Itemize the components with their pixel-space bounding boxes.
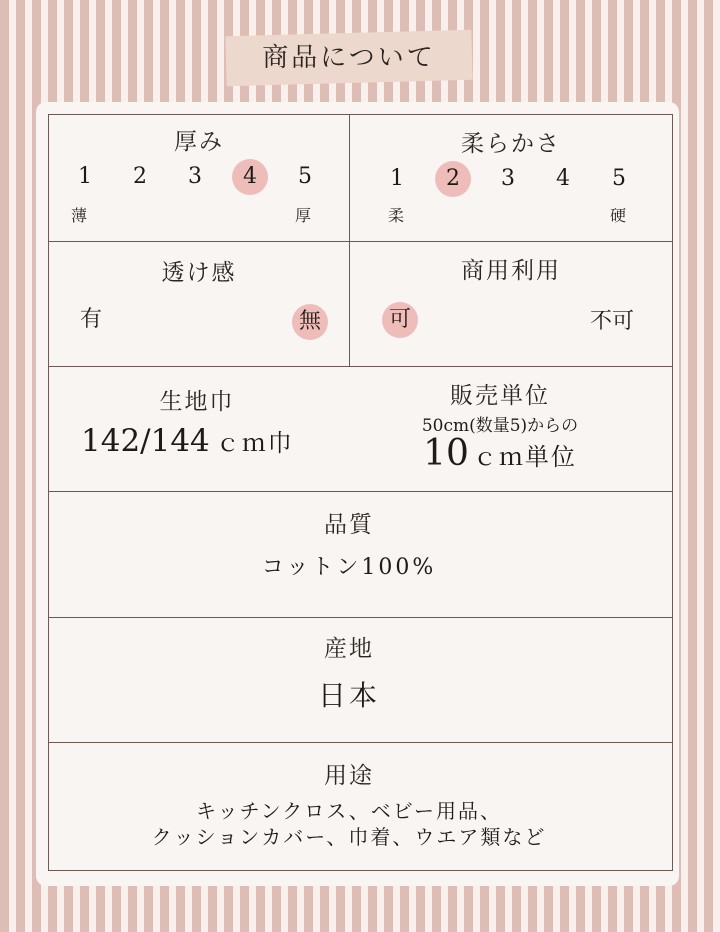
thickness-label: 厚み xyxy=(174,129,224,155)
origin-cell xyxy=(49,618,672,742)
softness-high-label: 硬 xyxy=(610,206,627,225)
thickness-4-selected: 4 xyxy=(232,159,268,195)
quality-value: コットン100% xyxy=(261,555,437,580)
thickness-5: 5 xyxy=(298,164,312,189)
sales-unit-label: 販売単位 xyxy=(450,383,550,409)
spec-table xyxy=(48,114,673,871)
softness-4: 4 xyxy=(556,166,570,191)
page-title: 商品について xyxy=(262,43,436,73)
softness-cell xyxy=(350,115,672,241)
transparency-label: 透け感 xyxy=(161,260,237,286)
origin-value: 日本 xyxy=(317,679,380,712)
softness-2-selected: 2 xyxy=(435,161,471,197)
transparency-cell xyxy=(49,242,349,366)
sales-unit-value: 10 xyxy=(423,433,469,474)
thickness-2: 2 xyxy=(133,164,147,189)
thickness-low-label: 薄 xyxy=(71,206,88,225)
thickness-1: 1 xyxy=(78,164,92,189)
softness-3: 3 xyxy=(501,166,515,191)
sales-unit-note: 50cm(数量5)からの xyxy=(421,416,579,436)
usage-line-2: クッションカバー、巾着、ウエア類など xyxy=(151,825,547,849)
quality-cell xyxy=(49,492,672,617)
commercial-use-label: 商用利用 xyxy=(461,258,561,284)
fabric-width-value: 142/144 xyxy=(81,423,210,459)
softness-label: 柔らかさ xyxy=(461,131,561,157)
usage-line-1: キッチンクロス、ベビー用品、 xyxy=(196,799,502,823)
commercial-use-option-allowed-selected: 可 xyxy=(382,302,418,338)
softness-1: 1 xyxy=(390,166,404,191)
origin-label: 産地 xyxy=(324,636,374,662)
fabric-width-unit: ｃｍ巾 xyxy=(215,429,294,457)
thickness-3: 3 xyxy=(188,164,202,189)
thickness-cell xyxy=(49,115,349,241)
commercial-use-cell xyxy=(350,242,672,366)
transparency-option-yes: 有 xyxy=(79,307,102,332)
quality-label: 品質 xyxy=(324,512,374,538)
transparency-option-no-selected: 無 xyxy=(292,304,328,340)
usage-label: 用途 xyxy=(324,763,374,789)
usage-cell xyxy=(49,743,672,870)
softness-low-label: 柔 xyxy=(388,206,405,225)
sales-unit-unit: ｃｍ単位 xyxy=(472,443,577,471)
softness-5: 5 xyxy=(612,166,626,191)
fabric-width-label: 生地巾 xyxy=(159,389,235,415)
commercial-use-option-not-allowed: 不可 xyxy=(589,309,634,334)
thickness-high-label: 厚 xyxy=(295,206,312,225)
fabric-width-cell xyxy=(49,367,349,491)
sales-unit-cell xyxy=(350,367,672,491)
